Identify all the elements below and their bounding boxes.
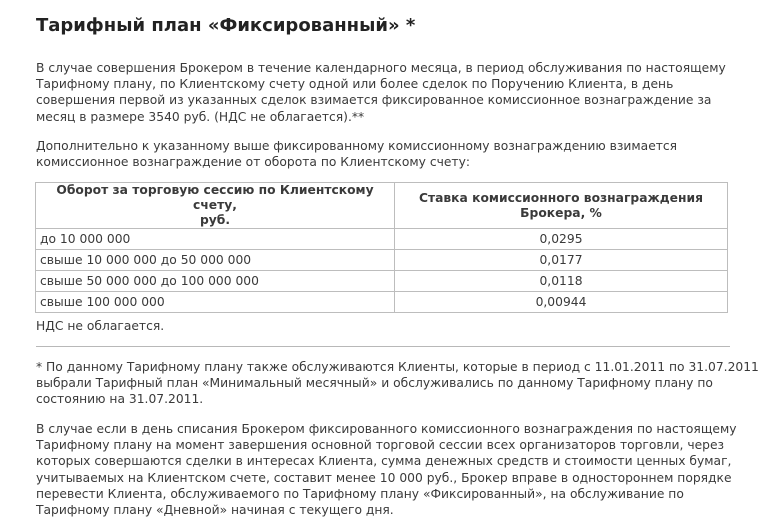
turnover-cell: до 10 000 000 [36, 229, 395, 250]
header-line: Оборот за торговую сессию по Клиентскому счету, [56, 183, 374, 212]
intro-line: месяц в размере 3540 руб. (НДС не облагается).** [36, 109, 365, 124]
turnover-cell: свыше 10 000 000 до 50 000 000 [36, 250, 395, 271]
footnote-line: выбрали Тарифный план «Минимальный месячный» и обслуживались по данному Тарифному плану по [36, 376, 713, 391]
rate-cell: 0,0295 [395, 229, 728, 250]
footnote-paragraph [36, 359, 759, 408]
additional-line: Дополнительно к указанному выше фиксированному комиссионному вознаграждению взимается [36, 139, 678, 153]
rate-cell: 0,0118 [395, 271, 728, 292]
conversion-paragraph [36, 421, 736, 518]
header-line: Ставка комиссионного вознаграждения [418, 190, 704, 205]
footnote-line: * По данному Тарифному плану также обслуживаются Клиенты, которые в период с 11.01.2011 по 31.07.2011 [36, 360, 759, 374]
table-header-row [36, 183, 728, 229]
footnote-line: состоянию на 31.07.2011. [36, 392, 204, 407]
conversion-line: Тарифному плану «Дневной» начиная с текущего дня. [36, 503, 394, 518]
commission-table [35, 182, 728, 313]
conversion-line: учитываемых на Клиентском счете, составит менее 10 000 руб., Брокер вправе в одностороннем порядке [36, 470, 732, 485]
conversion-line: которых совершаются сделки в интересах Клиента, сумма денежных средств и стоимости ценных бумаг, [36, 454, 732, 469]
table-row [36, 271, 728, 292]
rate-cell: 0,0177 [395, 250, 728, 271]
intro-paragraph [36, 60, 736, 125]
conversion-line: перевести Клиента, обслуживаемого по Тарифному плану «Фиксированный», на обслуживание по [36, 486, 684, 501]
intro-line: Тарифному плану, по Клиентскому счету одной или более сделок по Поручению Клиента, в день [36, 77, 674, 92]
header-line: Брокера, % [520, 205, 602, 220]
divider [36, 346, 730, 347]
turnover-cell: свыше 100 000 000 [36, 292, 395, 313]
intro-line: совершения первой из указанных сделок взимается фиксированное комиссионное вознаграждение за [36, 93, 712, 108]
turnover-cell: свыше 50 000 000 до 100 000 000 [36, 271, 395, 292]
intro-line: В случае совершения Брокером в течение календарного месяца, в период обслуживания по настоящему [36, 61, 726, 75]
table-row [36, 250, 728, 271]
conversion-line: В случае если в день списания Брокером фиксированного комиссионного вознаграждения по настоящему [36, 422, 737, 436]
vat-note-text: НДС не облагается. [36, 319, 165, 333]
conversion-line: Тарифному плану на момент завершения основной торговой сессии всех организаторов торговли, через [36, 438, 725, 453]
vat-note [36, 318, 736, 334]
table-row [36, 292, 728, 313]
turnover-column-header [36, 183, 395, 229]
page-title: Тарифный план «Фиксированный» * [36, 15, 416, 36]
header-line: руб. [199, 213, 231, 227]
additional-line: комиссионное вознаграждение от оборота по Клиентскому счету: [36, 155, 471, 170]
rate-column-header [395, 183, 728, 229]
additional-paragraph [36, 138, 736, 170]
table-row [36, 229, 728, 250]
rate-cell: 0,00944 [395, 292, 728, 313]
